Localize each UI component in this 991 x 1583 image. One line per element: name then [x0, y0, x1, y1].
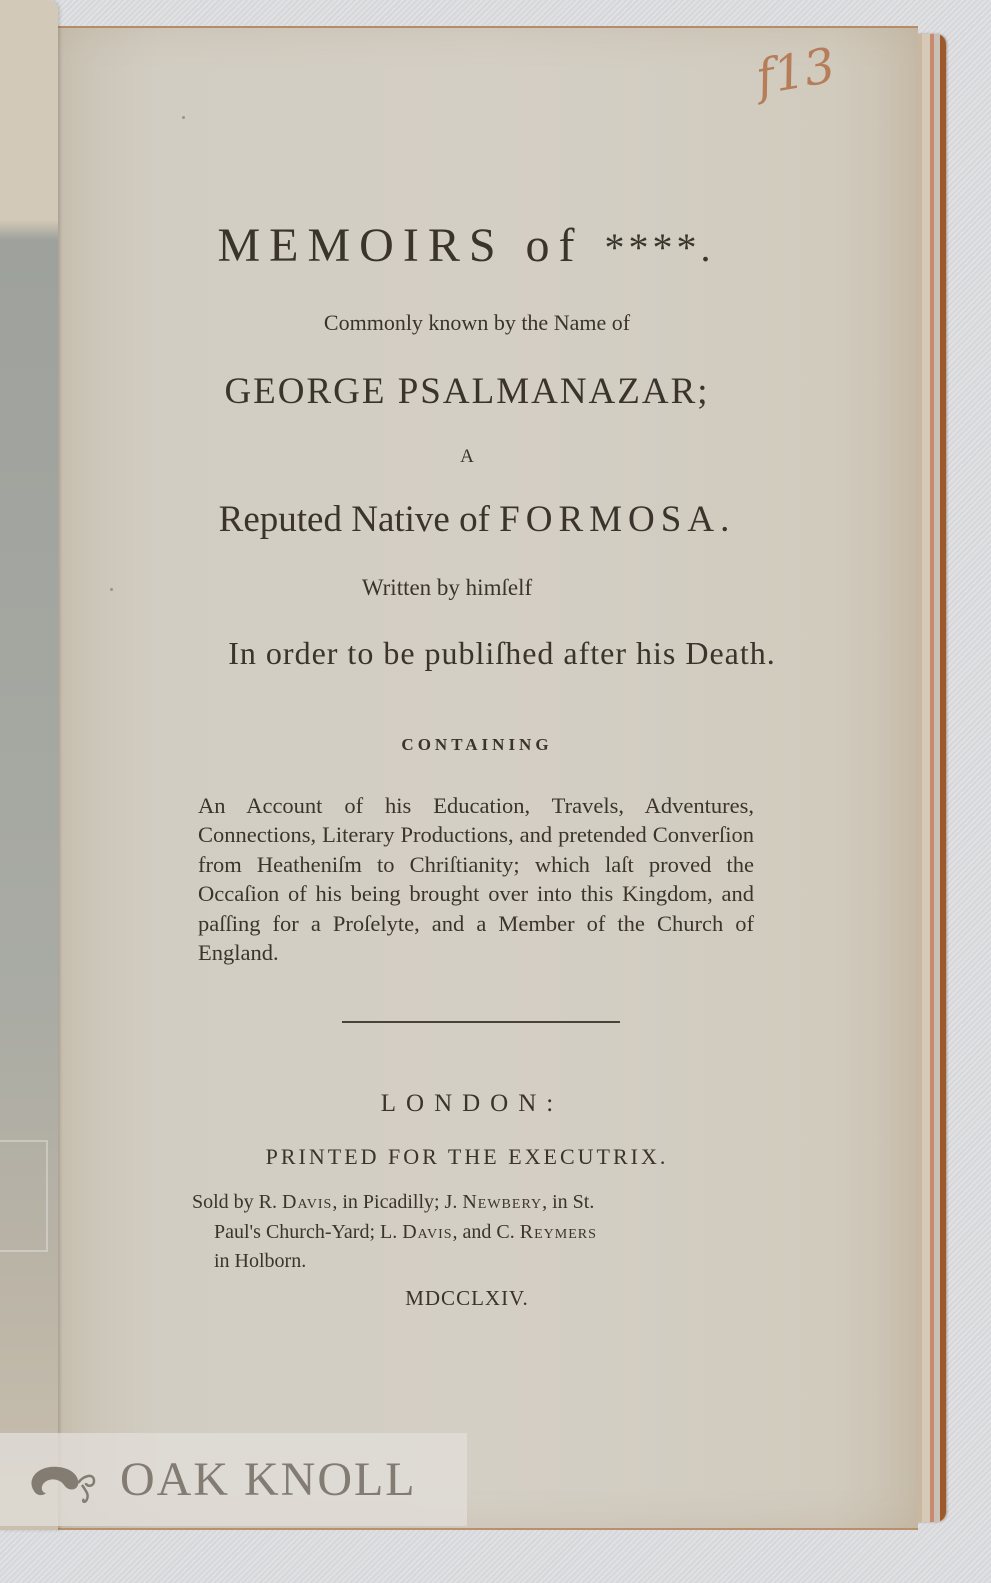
imprint-city: LONDON:	[380, 1090, 564, 1117]
title-heading	[116, 218, 816, 273]
paper-speck	[182, 116, 185, 119]
a-line: A	[460, 446, 474, 467]
written-by-line: Written by himſelf	[361, 575, 533, 600]
sold-by-block	[192, 1188, 770, 1277]
oak-knoll-watermark	[0, 1433, 467, 1526]
reputed-prefix: Reputed Native of	[218, 499, 490, 540]
leaf-flourish-icon	[24, 1455, 104, 1505]
divider-rule	[342, 1021, 620, 1023]
manuscript-shelf-mark: f13	[751, 37, 840, 107]
imprint-printed-for: PRINTED FOR THE EXECUTRIX.	[265, 1144, 669, 1169]
watermark-label: OAK KNOLL	[120, 1453, 417, 1506]
title-page	[56, 26, 918, 1530]
publication-note: In order to be publiſhed after his Death.	[228, 635, 776, 671]
publication-date: MDCCLXIV.	[405, 1286, 529, 1310]
containing-description: An Account of his Education, Travels, Adventures, Connections, Literary Productions, and pretended Converſion from Heatheniſm to Chriſtianity; which laſt proved the Occaſion of his being brought over into this Kingdom, and paſſing for a Proſelyte, and a Member of the Church of England.	[198, 793, 754, 966]
subtitle-commonly: Commonly known by the Name of	[323, 310, 631, 335]
sold-line1: Sold by R. Davis, in Picadilly; J. Newbery, in St.	[192, 1191, 595, 1213]
engraving-frame	[0, 1140, 48, 1252]
sold-line3: in Holborn.	[214, 1250, 307, 1272]
author-name: GEORGE PSALMANAZAR;	[224, 371, 710, 412]
sold-line2: Paul's Church-Yard; L. Davis, and C. Reymers	[214, 1220, 597, 1243]
containing-label: CONTAINING	[401, 735, 553, 754]
title-main: MEMOIRS of	[217, 219, 584, 272]
reputed-native-line	[46, 498, 908, 541]
title-asterisks: ****.	[604, 225, 715, 270]
frontispiece-leaf-edge	[0, 0, 58, 1530]
reputed-place: FORMOSA.	[499, 499, 736, 540]
